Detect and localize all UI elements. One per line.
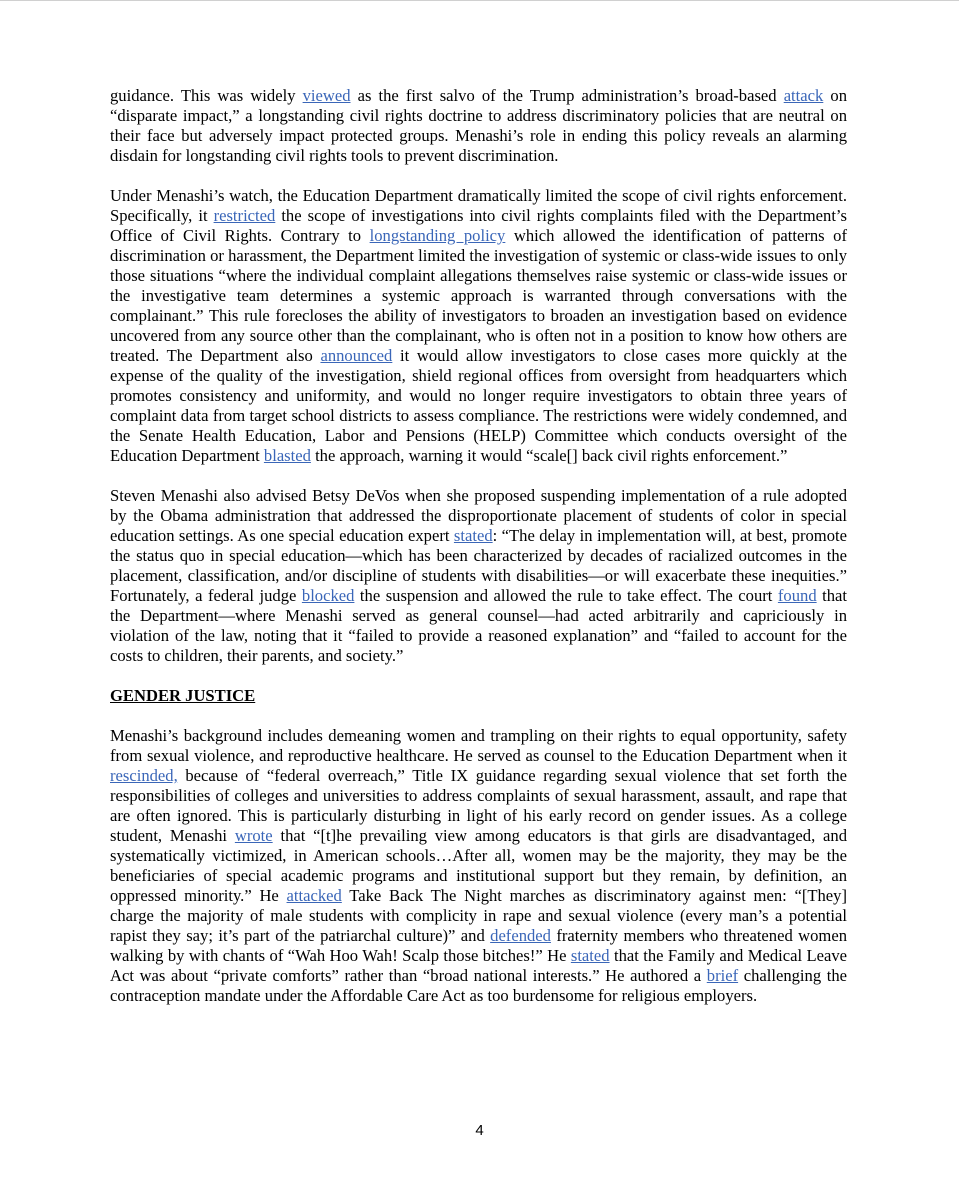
text-span: that the Family and Medical Leave Act was about “private comforts” rather than “broad national interests.” He authored a [110,946,848,985]
link-restricted[interactable]: restricted [213,206,276,225]
text-span: the scope of investigations into civil rights complaints filed with the Department’s Office of Civil Rights. Contrary to [110,206,848,245]
link-blasted[interactable]: blasted [263,446,311,465]
text-span: challenging the contraception mandate under the Affordable Care Act as too burdensome for religious employers. [110,966,847,1005]
text-span: as the first salvo of the Trump administration’s broad-based [350,86,784,105]
text-span: the approach, warning it would “scale[] back civil rights enforcement.” [310,446,788,465]
text-span: that the Department—where Menashi served as general counsel—had acted arbitrarily and capriciously in violation of the law, noting that it “failed to provide a reasoned explanation” and “failed to account for the costs to children, their parents, and society.” [110,586,848,665]
page-number: 4 [475,1122,484,1139]
link-brief[interactable]: brief [706,966,739,985]
link-attack[interactable]: attack [783,86,824,105]
text-span: fraternity members who threatened women walking by with chants of “Wah Hoo Wah! Scalp those bitches!” He [110,926,848,965]
paragraph-disparate-impact [110,86,847,166]
link-rescinded[interactable]: rescinded, [110,766,178,785]
text-span: because of “federal overreach,” Title IX guidance regarding sexual violence that set forth the responsibilities of colleges and universities to address complaints of sexual harassment, assault, and rape that are often ignored. This is particularly disturbing in light of his early record on gender issues. As a college student, Menashi [110,766,847,845]
text-span: that “[t]he prevailing view among educators is that girls are disadvantaged, and systematically victimized, in American schools…After all, women may be the majority, they may be the beneficiaries of special academic programs and institutional support but they remain, by definition, an oppressed minority.” He [110,826,847,905]
text-span: Menashi’s background includes demeaning women and trampling on their rights to equal opportunity, safety from sexual violence, and reproductive healthcare. He served as counsel to the Education Department when it [110,726,847,765]
link-attacked[interactable]: attacked [286,886,342,905]
text-span: Take Back The Night marches as discriminatory against men: “[They] charge the majority of male students with complicity in rape and sexual violence (every man’s a potential rapist they say; it’s part of the patriarchal culture)” and [110,886,847,945]
paragraph-civil-rights-enforcement [110,186,847,466]
link-stated-expert[interactable]: stated [453,526,493,545]
paragraph-special-education [110,486,847,666]
text-span: the suspension and allowed the rule to take effect. The court [354,586,778,605]
text-span: on “disparate impact,” a longstanding civil rights doctrine to address discriminatory policies that are neutral on their face but adversely impact protected groups. Menashi’s role in ending this policy reveals an alarming disdain for longstanding civil rights tools to prevent discrimination. [110,86,847,165]
link-found[interactable]: found [777,586,817,605]
link-wrote[interactable]: wrote [234,826,273,845]
page-top-border [0,0,959,1]
text-span: guidance. This was widely [110,86,303,105]
text-span: : “The delay in implementation will, at best, promote the status quo in special education—which has been characterized by decades of racialized outcomes in the placement, classification, and/or discipline of students with disabilities—or will exacerbate these inequities.” Fortunately, a federal judge [110,526,847,605]
link-blocked[interactable]: blocked [301,586,355,605]
text-span: which allowed the identification of patterns of discrimination or harassment, the Department limited the investigation of systemic or class-wide issues to only those situations “where the individual complaint allegations themselves raise systemic or class-wide issues or the investigative team determines a systemic approach is warranted through conversations with the complainant.” This rule forecloses the ability of investigators to broaden an investigation based on evidence uncovered from any source other than the complainant, who is often not in a position to know how others are treated. The Department also [110,226,847,365]
text-span: Under Menashi’s watch, the Education Department dramatically limited the scope of civil rights enforcement. Specifically, it [110,186,847,225]
text-span: Steven Menashi also advised Betsy DeVos when she proposed suspending implementation of a rule adopted by the Obama administration that addressed the disproportionate placement of students of color in special education settings. As one special education expert [110,486,847,545]
link-longstanding-policy[interactable]: longstanding policy [369,226,506,245]
link-stated-fmla[interactable]: stated [570,946,610,965]
section-heading-gender-justice: GENDER JUSTICE [110,686,256,705]
link-viewed[interactable]: viewed [302,86,351,105]
link-defended[interactable]: defended [490,926,551,945]
paragraph-gender-justice [110,726,847,1006]
link-announced[interactable]: announced [320,346,393,365]
text-span: it would allow investigators to close cases more quickly at the expense of the quality of the investigation, shield regional offices from oversight from headquarters which promotes consistency and uniformity, and would no longer require investigators to obtain three years of complaint data from target school districts to assess compliance. The restrictions were widely condemned, and the Senate Health Education, Labor and Pensions (HELP) Committee which conducts oversight of the Education Department [110,346,847,465]
document-body [110,86,847,1026]
